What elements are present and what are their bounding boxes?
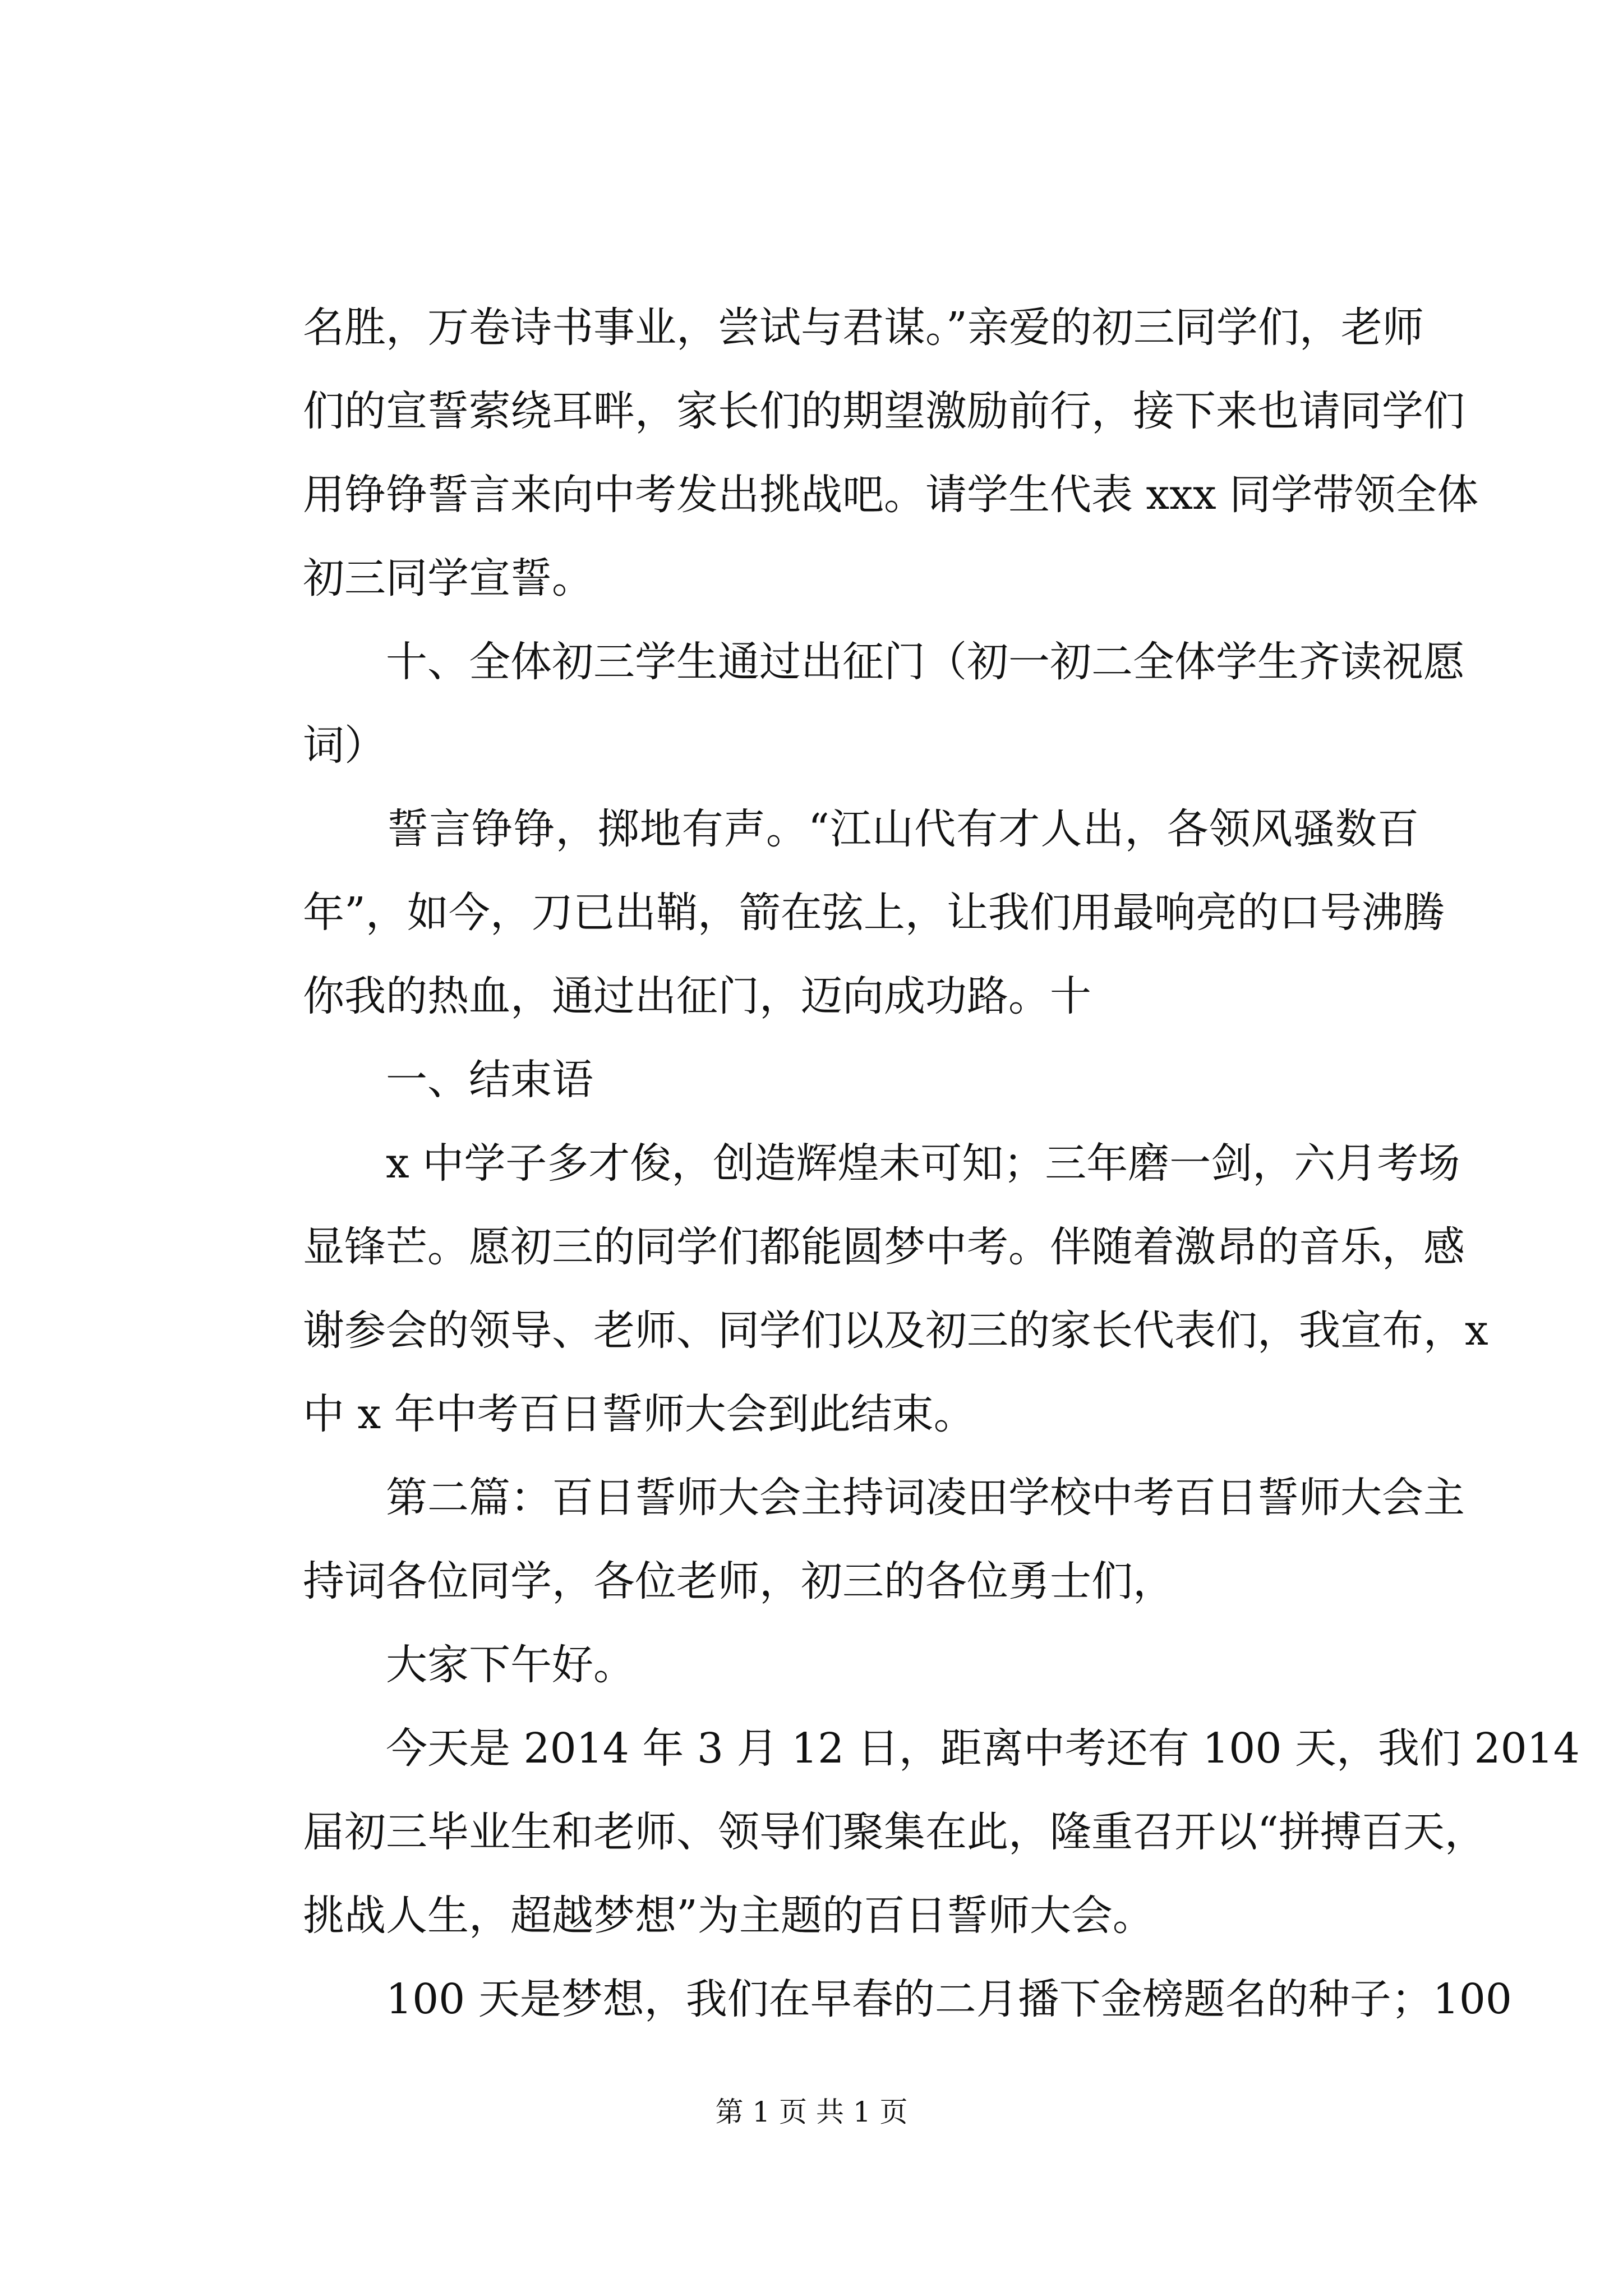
text-line: 谢参会的领导、老师、同学们以及初三的家长代表们，我宣布，x (303, 1306, 1488, 1355)
text-line: 显锋芒。愿初三的同学们都能圆梦中考。伴随着激昂的音乐，感 (303, 1223, 1465, 1271)
text-line: 第二篇：百日誓师大会主持词凌田学校中考百日誓师大会主 (303, 1474, 1465, 1522)
text-line: 年”，如今，刀已出鞘，箭在弦上，让我们用最响亮的口号沸腾 (303, 889, 1445, 937)
text-line: 词） (303, 721, 386, 770)
text-line: 初三同学宣誓。 (303, 554, 593, 602)
text-line: 届初三毕业生和老师、领导们聚集在此，隆重召开以“拼搏百天， (303, 1808, 1486, 1856)
text-line: 100 天是梦想，我们在早春的二月播下金榜题名的种子；100 (303, 1975, 1513, 2023)
text-line: 挑战人生，超越梦想”为主题的百日誓师大会。 (303, 1892, 1154, 1940)
page-footer: 第 1 页 共 1 页 (715, 2096, 908, 2128)
text-line: 用铮铮誓言来向中考发出挑战吧。请学生代表 xxx 同学带领全体 (303, 471, 1479, 519)
text-line: 名胜，万卷诗书事业，尝试与君谋。”亲爱的初三同学们，老师 (303, 303, 1424, 352)
text-line: 中 x 年中考百日誓师大会到此结束。 (303, 1390, 975, 1438)
section-heading-line: 一、结束语 (303, 1056, 593, 1104)
text-line: 誓言铮铮，掷地有声。“江山代有才人出，各领风骚数百 (303, 805, 1419, 853)
text-line: x 中学子多才俊，创造辉煌未可知；三年磨一剑，六月考场 (303, 1139, 1460, 1188)
text-line: 大家下午好。 (303, 1641, 635, 1689)
text-line: 们的宣誓萦绕耳畔，家长们的期望激励前行，接下来也请同学们 (303, 387, 1465, 435)
document-body (303, 286, 1580, 2041)
text-line: 今天是 2014 年 3 月 12 日，距离中考还有 100 天，我们 2014 (303, 1724, 1580, 1773)
section-heading-line: 十、全体初三学生通过出征门（初一初二全体学生齐读祝愿 (303, 638, 1465, 686)
text-line: 持词各位同学，各位老师，初三的各位勇士们， (303, 1557, 1174, 1605)
text-line: 你我的热血，通过出征门，迈向成功路。十 (303, 972, 1091, 1020)
